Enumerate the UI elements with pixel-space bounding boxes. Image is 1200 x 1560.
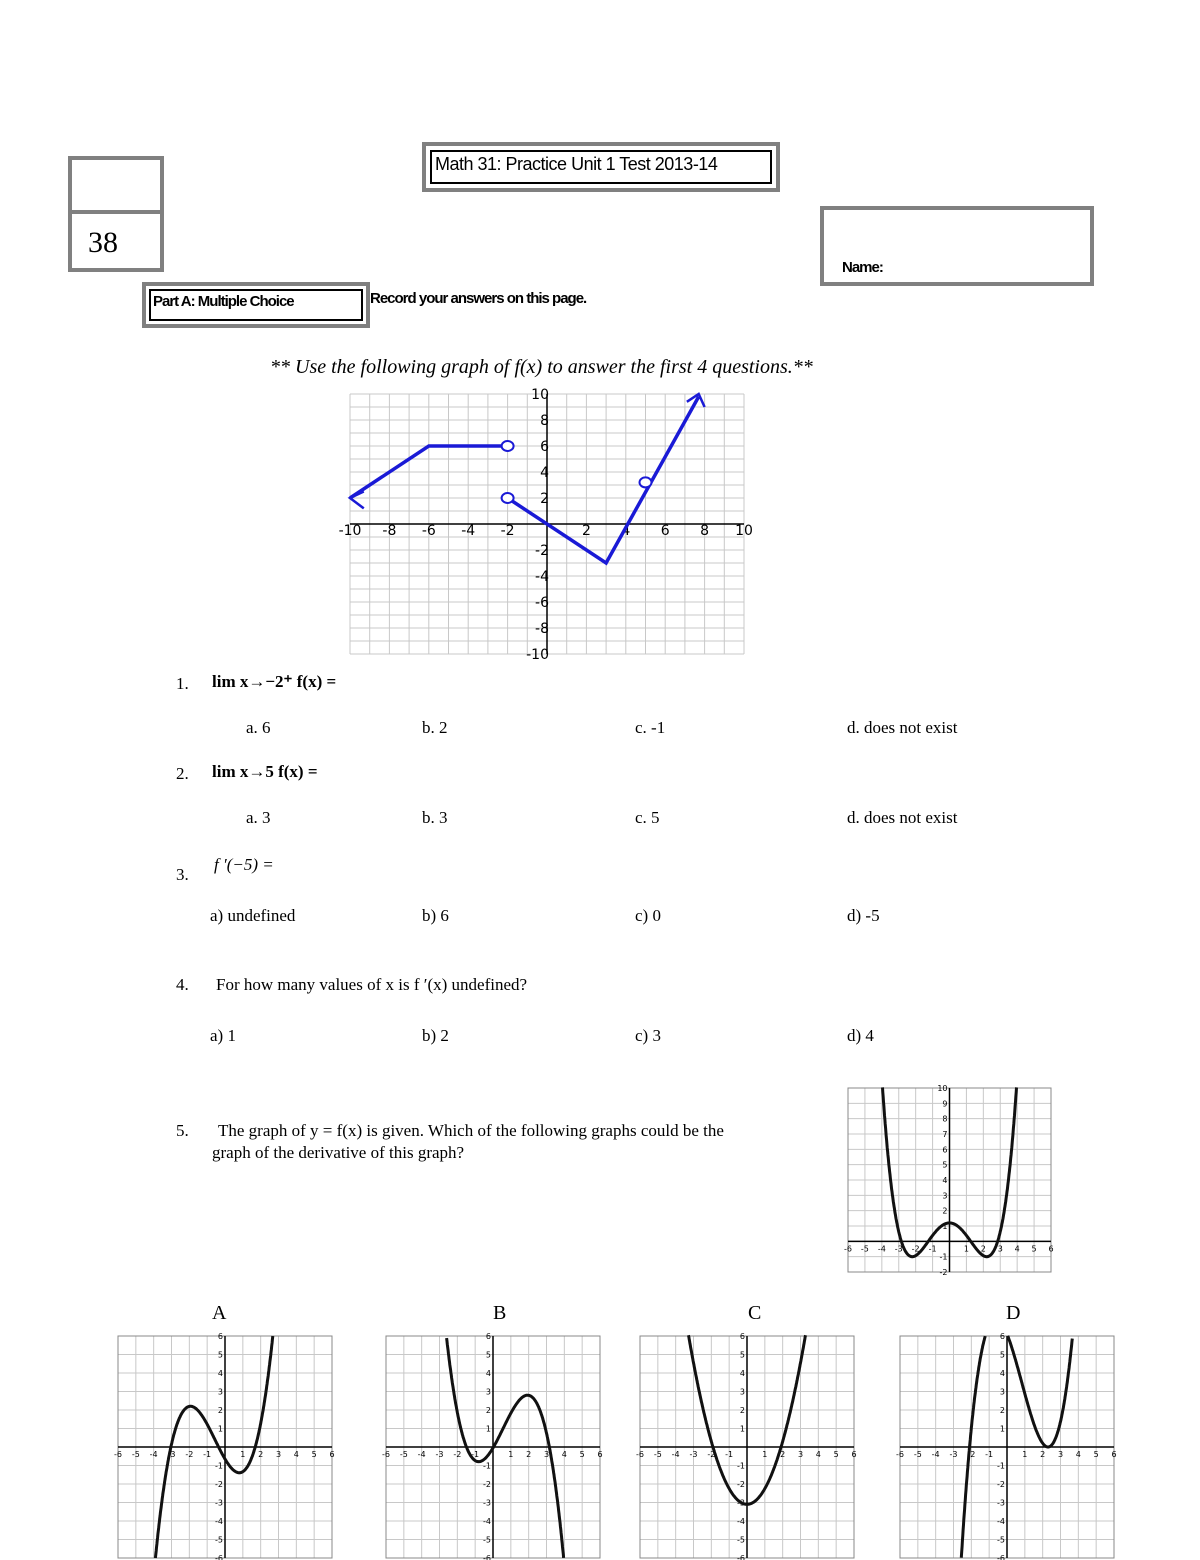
x-tick-label: -1 [725,1450,734,1459]
y-tick-label: -1 [483,1461,491,1471]
x-tick-label: 1 [762,1450,768,1459]
x-tick-label: 6 [329,1450,335,1459]
q4-number: 4. [176,975,189,994]
x-tick-label: 5 [1093,1450,1099,1459]
y-tick-label: -6 [535,595,549,611]
y-tick-label: -6 [737,1554,745,1560]
x-tick-label: 3 [997,1244,1003,1254]
x-tick-label: 3 [1057,1450,1064,1459]
x-tick-label: -6 [421,523,436,539]
y-tick-label: 2 [942,1206,948,1216]
q5-text: The graph of y = f(x) is given. Which of the following graphs could be the [218,1121,724,1140]
y-tick-label: 3 [942,1191,948,1201]
q2-option-c[interactable]: c. 5 [635,808,660,827]
x-tick-label: 4 [561,1450,567,1459]
q4-option-b[interactable]: b) 2 [422,1026,449,1045]
right-branch [508,397,699,563]
y-tick-label: 10 [531,387,549,403]
y-tick-label: 6 [999,1332,1005,1341]
x-tick-label: -4 [149,1450,158,1459]
x-tick-label: 4 [1014,1244,1020,1254]
y-tick-label: -2 [483,1480,491,1489]
y-tick-label: 1 [739,1424,745,1434]
y-tick-label: -2 [535,543,549,559]
x-tick-label: 6 [597,1450,603,1459]
x-tick-label: -5 [399,1450,408,1459]
x-tick-label: 2 [258,1450,264,1459]
answer-graph-c[interactable] [638,1334,858,1560]
y-tick-label: 2 [485,1406,491,1415]
y-tick-label: 4 [485,1369,491,1378]
y-tick-label: -4 [535,569,549,585]
x-tick-label: -1 [471,1450,480,1459]
score-box-bottom [68,210,164,272]
y-tick-label: -6 [997,1554,1005,1560]
graph-label-b: B [493,1302,507,1324]
y-tick-label: -1 [215,1461,223,1471]
x-tick-label: -6 [896,1450,904,1459]
q3-number: 3. [176,865,189,884]
q1-option-d[interactable]: d. does not exist [847,718,958,737]
x-tick-label: 4 [1075,1450,1081,1459]
y-tick-label: -4 [997,1517,1005,1526]
q5-number: 5. [176,1121,189,1140]
q4-option-d[interactable]: d) 4 [847,1026,874,1045]
y-tick-label: -3 [997,1498,1005,1508]
y-tick-label: 8 [942,1114,948,1124]
score-value: 38 [88,226,118,259]
x-tick-label: -6 [114,1450,122,1459]
x-tick-label: 1 [508,1450,514,1459]
x-tick-label: 6 [851,1450,857,1459]
q3-option-a[interactable]: a) undefined [210,906,296,925]
y-tick-label: 2 [739,1406,745,1415]
x-tick-label: 6 [660,523,670,539]
x-tick-label: -3 [167,1450,176,1459]
x-tick-label: 3 [543,1450,550,1459]
q2-text: lim x→5 f(x) = [212,762,318,781]
x-tick-label: -3 [689,1450,698,1459]
score-box-top [68,156,164,214]
y-tick-label: 3 [999,1387,1005,1397]
y-tick-label: 1 [942,1222,948,1231]
y-tick-label: -3 [737,1498,745,1508]
x-tick-label: 1 [963,1244,969,1254]
y-tick-label: 6 [217,1332,223,1341]
x-tick-label: -6 [636,1450,644,1459]
x-tick-label: 2 [1040,1450,1046,1459]
x-tick-label: -5 [860,1244,869,1254]
y-tick-label: 4 [540,465,549,481]
answer-graph-a[interactable] [116,1334,336,1560]
q2-number: 2. [176,764,189,783]
x-tick-label: -5 [913,1450,922,1459]
x-tick-label: -8 [382,523,397,539]
x-tick-label: -3 [435,1450,444,1459]
open-circle [502,441,514,451]
x-tick-label: 1 [1022,1450,1028,1459]
y-tick-label: 2 [217,1406,223,1415]
q2-option-b[interactable]: b. 3 [422,808,448,827]
y-tick-label: 6 [739,1332,745,1341]
y-tick-label: 4 [217,1369,223,1378]
y-tick-label: 10 [937,1084,948,1093]
y-tick-label: -2 [737,1480,745,1489]
x-tick-label: -1 [203,1450,212,1459]
y-tick-label: 6 [485,1332,491,1341]
title-box [422,142,780,192]
x-tick-label: 6 [1111,1450,1117,1459]
y-tick-label: -1 [939,1252,948,1262]
graph-intro-text: ** Use the following graph of f(x) to answer the first 4 questions.** [270,356,813,378]
y-tick-label: -3 [215,1498,223,1508]
y-tick-label: 5 [739,1350,745,1360]
x-tick-label: 4 [815,1450,821,1459]
x-tick-label: -1 [928,1244,937,1254]
x-tick-label: -2 [911,1244,920,1254]
y-tick-label: 5 [942,1160,948,1170]
y-tick-label: -6 [483,1554,491,1560]
x-tick-label: -4 [931,1450,940,1459]
y-tick-label: -6 [215,1554,223,1560]
x-tick-label: 2 [980,1244,986,1254]
x-tick-label: -2 [453,1450,462,1459]
x-tick-label: 5 [1031,1244,1037,1254]
x-tick-label: -4 [671,1450,680,1459]
y-tick-label: 4 [999,1369,1005,1378]
q1-number: 1. [176,674,189,693]
open-circle [640,477,652,487]
answer-graph-b[interactable] [384,1334,604,1560]
x-tick-label: -6 [382,1450,390,1459]
x-tick-label: 5 [833,1450,839,1459]
y-tick-label: 2 [540,491,549,507]
y-tick-label: 8 [540,413,549,429]
x-tick-label: -4 [417,1450,426,1459]
q4-option-a[interactable]: a) 1 [210,1026,236,1045]
q1-option-c[interactable]: c. -1 [635,718,666,737]
x-tick-label: 10 [735,523,753,539]
q5-text-line2: graph of the derivative of this graph? [212,1143,465,1162]
y-tick-label: 9 [942,1099,948,1109]
left-arrow [350,492,364,509]
y-tick-label: -4 [737,1517,745,1526]
q1-option-a[interactable]: a. 6 [246,718,271,737]
graph-label-a: A [212,1302,227,1324]
q3-option-d[interactable]: d) -5 [847,906,880,925]
y-tick-label: -4 [215,1517,223,1526]
page-title: Math 31: Practice Unit 1 Test 2013-14 [430,150,772,184]
x-tick-label: -2 [500,523,515,539]
name-label: Name: [842,259,883,276]
x-tick-label: 3 [275,1450,282,1459]
q2-option-d[interactable]: d. does not exist [847,808,958,827]
y-tick-label: -1 [997,1461,1005,1471]
y-tick-label: 1 [485,1424,491,1434]
q4-option-c[interactable]: c) 3 [635,1026,661,1045]
x-tick-label: -10 [338,523,362,539]
y-tick-label: 2 [999,1406,1005,1415]
y-tick-label: 4 [942,1176,948,1185]
x-tick-label: -2 [967,1450,976,1459]
x-tick-label: 5 [311,1450,317,1459]
part-label: Part A: Multiple Choice [149,289,363,321]
x-tick-label: -4 [461,523,476,539]
y-tick-label: 5 [999,1350,1005,1360]
instruction-text: Record your answers on this page. [370,290,587,307]
x-tick-label: 2 [526,1450,532,1459]
y-tick-label: 6 [942,1145,948,1155]
x-tick-label: -3 [949,1450,958,1459]
y-tick-label: 3 [739,1387,745,1397]
y-tick-label: 4 [739,1369,745,1378]
x-tick-label: -1 [985,1450,994,1459]
y-tick-label: -5 [997,1535,1005,1545]
y-tick-label: 3 [485,1387,491,1397]
y-tick-label: 1 [217,1424,223,1434]
x-tick-label: 6 [1048,1244,1054,1254]
x-tick-label: 5 [579,1450,585,1459]
y-tick-label: -5 [483,1535,491,1545]
x-tick-label: -2 [185,1450,194,1459]
x-tick-label: 3 [797,1450,804,1459]
y-tick-label: -2 [939,1268,948,1277]
y-tick-label: 6 [540,439,549,455]
part-label-box [142,282,370,328]
x-tick-label: -4 [877,1244,886,1254]
x-tick-label: 4 [621,523,631,539]
graph-label-d: D [1006,1302,1021,1324]
x-tick-label: -2 [707,1450,716,1459]
x-tick-label: 1 [240,1450,246,1459]
x-tick-label: 8 [700,523,710,539]
q3-option-b[interactable]: b) 6 [422,906,449,925]
y-tick-label: -5 [737,1535,745,1545]
x-tick-label: -6 [844,1244,852,1254]
y-tick-label: 5 [217,1350,223,1360]
y-tick-label: 7 [942,1130,948,1139]
q2-option-a[interactable]: a. 3 [246,808,271,827]
y-tick-label: -4 [483,1517,491,1526]
open-circle [502,493,514,503]
x-tick-label: 2 [581,523,591,539]
y-tick-label: 3 [217,1387,223,1397]
x-tick-label: 4 [293,1450,299,1459]
q5-f-graph [845,1084,1055,1276]
y-tick-label: 1 [999,1424,1005,1434]
y-tick-label: -5 [215,1535,223,1545]
y-tick-label: -1 [737,1461,745,1471]
x-tick-label: -5 [653,1450,662,1459]
y-tick-label: -8 [535,621,549,637]
name-box[interactable] [820,206,1094,286]
q1-text: lim x→−2⁺ f(x) = [212,672,337,691]
y-tick-label: 5 [485,1350,491,1360]
q1-option-b[interactable]: b. 2 [422,718,448,737]
answer-graph-d[interactable] [898,1334,1118,1560]
y-tick-label: -2 [997,1480,1005,1489]
x-tick-label: 2 [780,1450,786,1459]
q3-text: f ′(−5) = [214,855,274,874]
graph-label-c: C [748,1302,762,1324]
x-tick-label: -3 [894,1244,903,1254]
q3-option-c[interactable]: c) 0 [635,906,661,925]
y-tick-label: -3 [483,1498,491,1508]
main-graph [330,382,760,664]
x-tick-label: -5 [131,1450,140,1459]
q4-text: For how many values of x is f ′(x) undefined? [216,975,528,994]
y-tick-label: -10 [526,647,549,663]
y-tick-label: -2 [215,1480,223,1489]
